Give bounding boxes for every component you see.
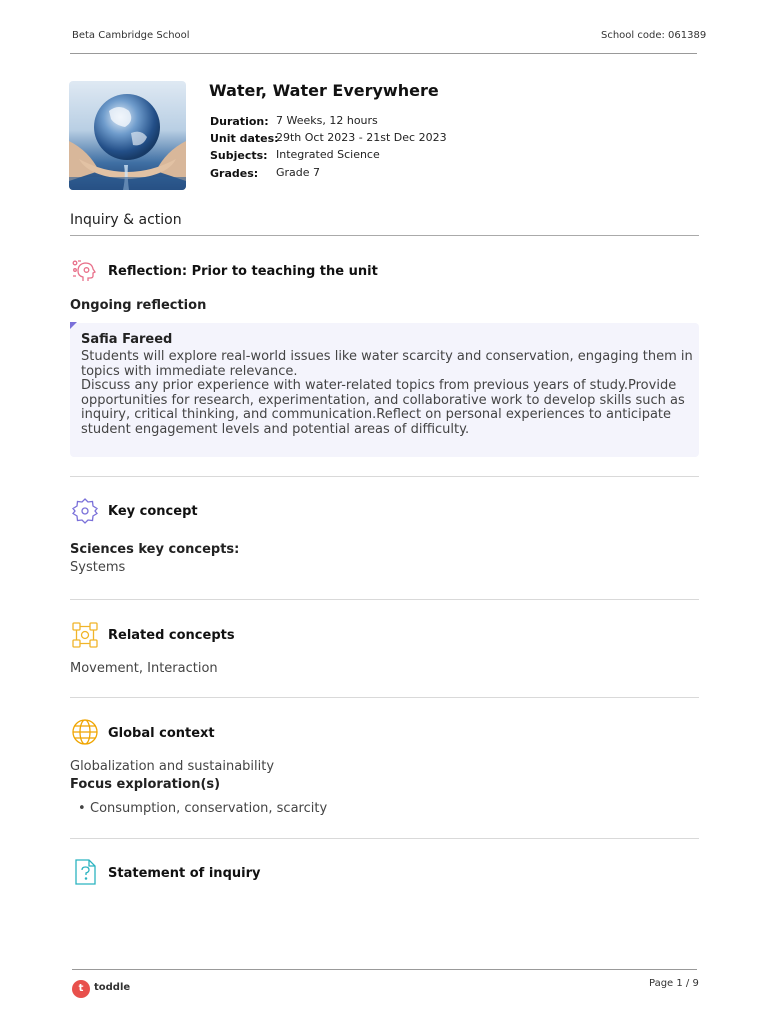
globe-icon (71, 718, 99, 746)
section-divider (70, 476, 699, 477)
toddle-logo-icon (72, 980, 90, 998)
header-divider (70, 53, 697, 54)
related-concepts-title: Related concepts (108, 628, 235, 643)
unit-thumbnail (69, 81, 186, 190)
connected-nodes-icon (71, 621, 99, 649)
reflection-text (81, 350, 693, 438)
reflection-title: Reflection: Prior to teaching the unit (108, 264, 378, 279)
meta-value-subjects: Integrated Science (276, 148, 380, 161)
ongoing-reflection-heading: Ongoing reflection (70, 298, 207, 313)
card-corner-marker (70, 322, 77, 329)
key-concept-label: Sciences key concepts: (70, 542, 240, 557)
meta-label-duration: Duration: (210, 115, 269, 128)
statement-of-inquiry-title: Statement of inquiry (108, 866, 261, 881)
school-code: School code: 061389 (601, 30, 707, 41)
reflection-author: Safia Fareed (81, 332, 173, 347)
bullet-dot: • (78, 801, 86, 816)
global-context-value: Globalization and sustainability (70, 759, 275, 774)
section-heading-inquiry: Inquiry & action (70, 212, 182, 228)
key-concept-value: Systems (70, 560, 126, 575)
meta-label-subjects: Subjects: (210, 149, 268, 162)
reflection-paragraph-2: Discuss any prior experience with water-related topics from previous years of study.Provide opportunities for research, experimentation, and collaborative work to develop skills such as inquiry, critical thinking, and communication.Reflect on personal experiences to anticipate student engagement levels and potential areas of difficulty. (81, 378, 685, 437)
footer-brand: toddle (94, 982, 131, 993)
focus-item: Consumption, conservation, scarcity (90, 801, 328, 816)
list-item (78, 801, 327, 816)
gear-icon (71, 497, 99, 525)
reflection-paragraph-1: Students will explore real-world issues like water scarcity and conservation, engaging them in topics with immediate relevance. (81, 349, 693, 379)
section-divider (70, 599, 699, 600)
unit-title: Water, Water Everywhere (209, 81, 439, 100)
head-thinking-icon (71, 257, 99, 285)
meta-label-grades: Grades: (210, 167, 259, 180)
related-concepts-value: Movement, Interaction (70, 661, 218, 676)
meta-value-grades: Grade 7 (276, 166, 321, 179)
key-concept-title: Key concept (108, 504, 198, 519)
school-name: Beta Cambridge School (72, 30, 190, 41)
question-document-icon (71, 858, 99, 886)
logo-letter: t (78, 983, 84, 994)
section-divider (70, 235, 699, 236)
meta-value-duration: 7 Weeks, 12 hours (276, 114, 378, 127)
footer-divider (72, 969, 697, 970)
focus-exploration-label: Focus exploration(s) (70, 777, 221, 792)
meta-label-unit-dates: Unit dates: (210, 132, 279, 145)
section-divider (70, 838, 699, 839)
meta-value-unit-dates: 29th Oct 2023 - 21st Dec 2023 (276, 131, 447, 144)
section-divider (70, 697, 699, 698)
page-number: Page 1 / 9 (649, 978, 699, 989)
global-context-title: Global context (108, 726, 215, 741)
